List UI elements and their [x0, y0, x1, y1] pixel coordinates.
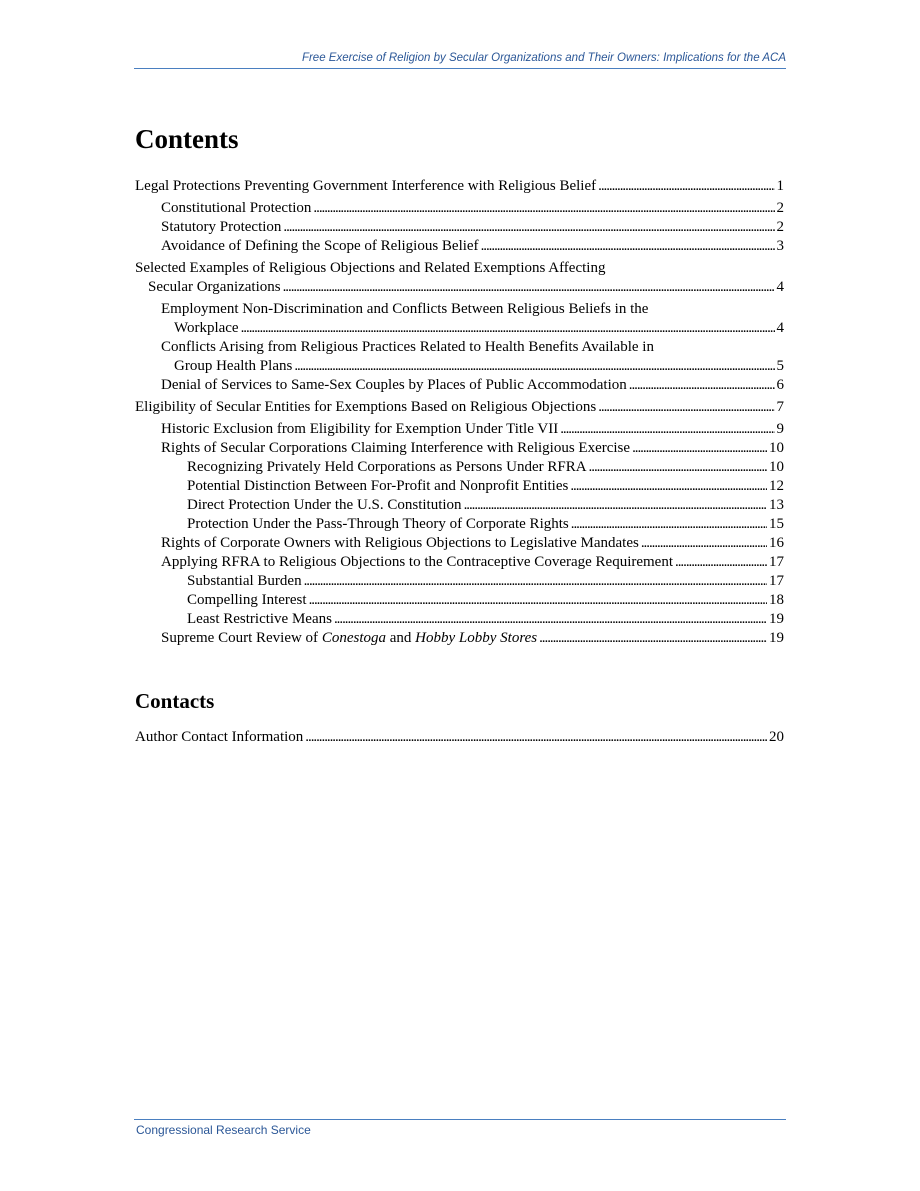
case-name-hobby-lobby: Hobby Lobby Stores [415, 630, 538, 646]
contacts-list [135, 728, 784, 747]
toc-entry-recognizing-privately-held[interactable] [135, 458, 784, 477]
toc-entry-label-line2: Workplace [174, 320, 239, 336]
toc-page-number: 2 [776, 200, 784, 216]
dot-leader [241, 319, 775, 338]
dot-leader [571, 515, 767, 534]
dot-leader [539, 629, 767, 648]
footer-text: Congressional Research Service [136, 1123, 311, 1137]
dot-leader [641, 534, 767, 553]
dot-leader [305, 728, 767, 747]
toc-entry-label-line1: Employment Non-Discrimination and Conflicts Between Religious Beliefs in the [161, 301, 649, 317]
case-name-conestoga: Conestoga [321, 630, 386, 646]
dot-leader [632, 439, 767, 458]
dot-leader [309, 591, 767, 610]
toc-entry-label: Rights of Corporate Owners with Religious Objections to Legislative Mandates [161, 535, 639, 551]
toc-page-number: 2 [776, 219, 784, 235]
toc-entry-label: Rights of Secular Corporations Claiming Interference with Religious Exercise [161, 440, 631, 456]
dot-leader [598, 398, 774, 417]
toc-entry-direct-protection[interactable] [135, 496, 784, 515]
toc-page-number: 13 [769, 497, 784, 513]
contents-heading: Contents [135, 124, 239, 154]
dot-leader [560, 420, 774, 439]
toc-page-number: 18 [769, 592, 784, 608]
toc-entry-label: Historic Exclusion from Eligibility for Exemption Under Title VII [161, 421, 559, 437]
dot-leader [481, 237, 775, 256]
toc-entry-author-contact[interactable] [135, 728, 784, 747]
toc-entry-avoidance-of-defining[interactable] [135, 237, 784, 256]
header-rule [134, 68, 786, 69]
toc-page-number: 10 [769, 440, 784, 456]
toc-entry-label: Protection Under the Pass-Through Theory of Corporate Rights [187, 516, 569, 532]
dot-leader [283, 278, 775, 297]
toc-entry-label: Substantial Burden [187, 573, 302, 589]
dot-leader [570, 477, 767, 496]
toc-entry-employment-non-discrimination[interactable] [135, 300, 784, 338]
toc-entry-label: Least Restrictive Means [187, 611, 332, 627]
toc-entry-compelling-interest[interactable] [135, 591, 784, 610]
toc-page-number: 19 [769, 630, 784, 646]
toc-page-number: 10 [769, 459, 784, 475]
dot-leader [304, 572, 767, 591]
contacts-heading: Contacts [135, 689, 215, 713]
toc-page-number: 20 [769, 729, 784, 745]
toc-page-number: 1 [776, 178, 784, 194]
toc-page-number: 16 [769, 535, 784, 551]
toc-entry-label-line1: Selected Examples of Religious Objections and Related Exemptions Affecting [135, 260, 606, 276]
toc-page-number: 4 [776, 279, 784, 295]
toc-entry-least-restrictive-means[interactable] [135, 610, 784, 629]
toc-page-number: 15 [769, 516, 784, 532]
toc-page-number: 17 [769, 554, 784, 570]
dot-leader [283, 218, 774, 237]
toc-entry-constitutional-protection[interactable] [135, 199, 784, 218]
toc-page-number: 4 [776, 320, 784, 336]
toc-entry-denial-of-services[interactable] [135, 376, 784, 395]
toc-entry-rights-of-secular-corporations[interactable] [135, 439, 784, 458]
toc-entry-label: Recognizing Privately Held Corporations as Persons Under RFRA [187, 459, 587, 475]
dot-leader [589, 458, 767, 477]
toc-entry-applying-rfra[interactable] [135, 553, 784, 572]
toc-page-number: 9 [776, 421, 784, 437]
toc-entry-pass-through-theory[interactable] [135, 515, 784, 534]
toc-entry-selected-examples[interactable] [135, 259, 784, 297]
toc-entry-label: Applying RFRA to Religious Objections to the Contraceptive Coverage Requirement [161, 554, 674, 570]
dot-leader [334, 610, 767, 629]
toc-entry-conflicts-health-benefits[interactable] [135, 338, 784, 376]
toc-entry-historic-exclusion[interactable] [135, 420, 784, 439]
dot-leader [313, 199, 774, 218]
table-of-contents [135, 177, 784, 648]
toc-entry-label-line2: Group Health Plans [174, 358, 293, 374]
toc-entry-label-line1: Conflicts Arising from Religious Practices Related to Health Benefits Available in [161, 339, 654, 355]
toc-page-number: 3 [776, 238, 784, 254]
toc-entry-potential-distinction[interactable] [135, 477, 784, 496]
toc-entry-label: Denial of Services to Same-Sex Couples by Places of Public Accommodation [161, 377, 627, 393]
toc-entry-label: Constitutional Protection [161, 200, 312, 216]
toc-entry-label: Author Contact Information [135, 729, 304, 745]
dot-leader [464, 496, 767, 515]
toc-label-and: and [385, 630, 416, 646]
dot-leader [629, 376, 775, 395]
dot-leader [598, 177, 774, 196]
toc-entry-eligibility-of-secular-entities[interactable] [135, 398, 784, 417]
running-header-title: Free Exercise of Religion by Secular Organizations and Their Owners: Implications for the ACA [301, 52, 786, 64]
toc-page-number: 5 [776, 358, 784, 374]
toc-page-number: 12 [769, 478, 784, 494]
toc-page-number: 6 [776, 377, 784, 393]
toc-entry-substantial-burden[interactable] [135, 572, 784, 591]
dot-leader [675, 553, 767, 572]
toc-label-prefix: Supreme Court Review of [161, 630, 322, 646]
toc-entry-label: Direct Protection Under the U.S. Constitution [187, 497, 462, 513]
toc-page-number: 17 [769, 573, 784, 589]
toc-entry-label: Potential Distinction Between For-Profit and Nonprofit Entities [187, 478, 569, 494]
toc-entry-label: Eligibility of Secular Entities for Exemptions Based on Religious Objections [135, 399, 597, 415]
toc-entry-supreme-court-review[interactable] [135, 629, 784, 648]
toc-entry-label: Avoidance of Defining the Scope of Religious Belief [161, 238, 479, 254]
toc-entry-label: Compelling Interest [187, 592, 307, 608]
dot-leader [294, 357, 774, 376]
toc-entry-statutory-protection[interactable] [135, 218, 784, 237]
toc-entry-label: Legal Protections Preventing Government Interference with Religious Belief [135, 178, 597, 194]
toc-page-number: 7 [776, 399, 784, 415]
toc-page-number: 19 [769, 611, 784, 627]
toc-entry-label-line2: Secular Organizations [148, 279, 281, 295]
toc-entry-legal-protections[interactable] [135, 177, 784, 196]
toc-entry-label [161, 629, 537, 648]
toc-entry-rights-of-corporate-owners[interactable] [135, 534, 784, 553]
toc-entry-label: Statutory Protection [161, 219, 282, 235]
footer-rule [134, 1119, 786, 1120]
